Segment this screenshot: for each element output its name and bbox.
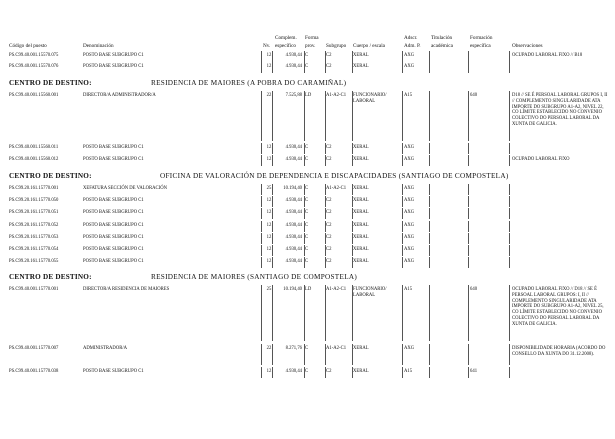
column-divider — [468, 208, 469, 219]
column-divider — [509, 62, 510, 73]
cell-cuerpo: FUNCIONARIO/ LABORAL — [353, 93, 387, 104]
column-divider — [402, 91, 403, 141]
cell-obs: D18 // SE É PERSOAL LABORAL GRUPOS I, II // COMPLEMENTO SINGULARIDADE ATA IMPORTE DO SUBGRUPO A1-A2, NIVEL 22, CO LÍMITE ESTABLECIDO NO CONVENIO COLECTIVO DO PERSOAL LABORAL DA XUNTA DE GALICIA. — [512, 93, 608, 127]
column-divider — [468, 143, 469, 154]
cell-nivel: 12 — [266, 235, 272, 240]
cell-denom: POSTO BASE SUBGRUPO C1 — [83, 64, 144, 69]
header-forma-top: Forma — [305, 35, 319, 41]
column-divider — [402, 184, 403, 195]
cell-obs: OCUPADO LABORAL FIXO — [512, 157, 570, 162]
header-training-top: Formación — [470, 35, 493, 41]
cell-code: PS.C99.40.001.15770.038 — [9, 369, 59, 374]
column-divider — [429, 257, 430, 268]
column-divider — [261, 285, 262, 341]
column-divider — [402, 196, 403, 207]
column-divider — [429, 221, 430, 232]
cell-denom: POSTO BASE SUBGRUPO C1 — [83, 259, 144, 264]
cell-code: PS.C99.20.161.15770.001 — [9, 186, 59, 191]
column-divider — [429, 208, 430, 219]
cell-nivel: 12 — [266, 259, 272, 264]
cell-comp: 4.930,44 — [285, 223, 302, 228]
cell-comp: 8.271,76 — [285, 346, 302, 351]
cell-subgrupo: A1-A2-C1 — [326, 186, 347, 191]
column-divider — [261, 367, 262, 378]
cell-subgrupo: A1-A2-C1 — [326, 346, 347, 351]
cell-comp: 7.525,88 — [285, 93, 302, 98]
column-divider — [468, 196, 469, 207]
column-divider — [261, 233, 262, 244]
column-divider — [261, 257, 262, 268]
cell-forma: C — [305, 247, 309, 252]
cell-denom: POSTO BASE SUBGRUPO C1 — [83, 223, 144, 228]
cell-adscr: AXG — [404, 64, 415, 69]
header-titulation-bottom: académica — [431, 43, 453, 49]
cell-nivel: 25 — [266, 186, 272, 191]
column-divider — [468, 233, 469, 244]
cell-denom: XEFATURA SECCIÓN DE VALORACIÓN — [83, 186, 167, 191]
column-divider — [325, 285, 326, 341]
column-divider — [402, 257, 403, 268]
column-divider — [509, 344, 510, 365]
cell-forma: C — [305, 53, 309, 58]
cell-cuerpo: XERAL — [353, 64, 369, 69]
cell-forma: C — [305, 235, 309, 240]
cell-cuerpo: XERAL — [353, 235, 369, 240]
cell-comp: 4.930,44 — [285, 198, 302, 203]
column-divider — [261, 51, 262, 62]
column-divider — [261, 143, 262, 154]
column-divider — [429, 245, 430, 256]
column-divider — [261, 245, 262, 256]
cell-nivel: 12 — [266, 210, 272, 215]
cell-code: PS.C99.40.001.15770.001 — [9, 287, 59, 292]
cell-adscr: A15 — [404, 287, 413, 292]
cell-forma: C — [305, 157, 309, 162]
cell-nivel: 22 — [266, 93, 272, 98]
cell-code: PS.C99.20.161.15770.054 — [9, 247, 59, 252]
column-divider — [261, 91, 262, 141]
column-divider — [261, 62, 262, 73]
column-divider — [402, 155, 403, 166]
cell-code: PS.C99.40.001.15560.012 — [9, 157, 59, 162]
column-divider — [468, 91, 469, 141]
column-divider — [468, 221, 469, 232]
column-divider — [402, 285, 403, 341]
section-label: CENTRO DE DESTINO: — [9, 273, 92, 281]
cell-forma: C — [305, 369, 309, 374]
cell-adscr: AXG — [404, 259, 415, 264]
section-name: OFICINA DE VALORACIÓN DE DEPENDENCIA E DISCAPACIDADES (SANTIAGO DE COMPOSTELA) — [160, 172, 509, 180]
cell-code: PS.C99.20.161.15770.053 — [9, 235, 59, 240]
cell-adscr: A15 — [404, 369, 413, 374]
cell-code: PS.C99.20.161.15770.050 — [9, 198, 59, 203]
cell-nivel: 12 — [266, 157, 272, 162]
column-divider — [402, 221, 403, 232]
column-divider — [468, 257, 469, 268]
cell-adscr: AXG — [404, 198, 415, 203]
column-divider — [272, 285, 273, 341]
cell-subgrupo: C2 — [326, 259, 332, 264]
cell-nivel: 12 — [266, 198, 272, 203]
column-divider — [261, 184, 262, 195]
header-level: Nv. — [263, 43, 271, 49]
column-divider — [429, 344, 430, 365]
cell-adscr: A15 — [404, 93, 413, 98]
column-divider — [402, 367, 403, 378]
column-divider — [509, 367, 510, 378]
cell-adscr: AXG — [404, 186, 415, 191]
cell-code: PS.C99.40.001.15570.076 — [9, 64, 59, 69]
cell-subgrupo: C2 — [326, 223, 332, 228]
column-divider — [468, 245, 469, 256]
cell-adscr: AXG — [404, 223, 415, 228]
column-divider — [402, 233, 403, 244]
column-divider — [402, 208, 403, 219]
cell-form: 640 — [470, 93, 478, 98]
cell-comp: 4.930,44 — [285, 235, 302, 240]
header-code: Código del puesto — [9, 43, 47, 49]
cell-comp: 4.930,44 — [285, 247, 302, 252]
column-divider — [402, 62, 403, 73]
column-divider — [509, 196, 510, 207]
cell-comp: 10.194,40 — [283, 186, 302, 191]
column-divider — [509, 285, 510, 341]
cell-code: PS.C99.40.001.15560.001 — [9, 93, 59, 98]
column-divider — [509, 221, 510, 232]
column-divider — [261, 155, 262, 166]
column-divider — [429, 285, 430, 341]
cell-forma: C — [305, 346, 309, 351]
header-observations: Observaciones — [512, 43, 543, 49]
cell-subgrupo: A1-A2-C1 — [326, 93, 347, 98]
cell-cuerpo: XERAL — [353, 247, 369, 252]
column-divider — [429, 91, 430, 141]
column-divider — [509, 143, 510, 154]
cell-subgrupo: C2 — [326, 198, 332, 203]
cell-subgrupo: C2 — [326, 235, 332, 240]
cell-forma: C — [305, 259, 309, 264]
column-divider — [509, 233, 510, 244]
column-divider — [468, 155, 469, 166]
column-divider — [468, 184, 469, 195]
header-subgroup: Subgrupo — [326, 43, 347, 49]
cell-adscr: AXG — [404, 247, 415, 252]
column-divider — [429, 367, 430, 378]
column-divider — [509, 184, 510, 195]
cell-code: PS.C99.20.161.15770.052 — [9, 223, 59, 228]
cell-code: PS.C99.40.001.15560.011 — [9, 145, 59, 150]
cell-comp: 4.930,44 — [285, 53, 302, 58]
header-forma-bottom: prov. — [305, 43, 316, 49]
header-training-bottom: específica — [470, 43, 491, 49]
cell-nivel: 12 — [266, 223, 272, 228]
section-name: RESIDENCIA DE MAIORES (SANTIAGO DE COMPOSTELA) — [151, 273, 358, 281]
cell-denom: POSTO BASE SUBGRUPO C1 — [83, 145, 144, 150]
cell-code: PS.C99.20.161.15770.055 — [9, 259, 59, 264]
column-divider — [468, 51, 469, 62]
cell-forma: C — [305, 145, 309, 150]
cell-forma: LD — [305, 93, 312, 98]
cell-subgrupo: C2 — [326, 210, 332, 215]
column-divider — [468, 285, 469, 341]
cell-forma: C — [305, 223, 309, 228]
cell-denom: POSTO BASE SUBGRUPO C1 — [83, 235, 144, 240]
cell-forma: C — [305, 210, 309, 215]
cell-obs: OCUPADO LABORAL FIXO // D18 // SE É PERSOAL LABORAL GRUPOS: I, II // COMPLEMENTO SINGULARIDADE ATA IMPORTE DO SUBGRUPO A1-A2, NIVEL 25, CO LÍMITE ESTABLECIDO NO CONVENIO COLECTIVO DO PERSOAL LABORAL DA XUNTA DE GALICIA. — [512, 287, 604, 327]
cell-adscr: AXG — [404, 53, 415, 58]
cell-forma: LD — [305, 287, 312, 292]
cell-subgrupo: C2 — [326, 157, 332, 162]
header-comp-bottom: específico — [275, 43, 297, 49]
header-adscr-bottom: Adm. P. — [404, 43, 421, 49]
cell-comp: 4.930,44 — [285, 157, 302, 162]
cell-nivel: 12 — [266, 64, 272, 69]
column-divider — [429, 51, 430, 62]
cell-denom: DIRECTOR/A RESIDENCIA DE MAIORES — [83, 287, 170, 292]
column-divider — [509, 208, 510, 219]
cell-subgrupo: A1-A2-C1 — [326, 287, 347, 292]
section-name: RESIDENCIA DE MAIORES (A POBRA DO CARAMIÑAL) — [151, 79, 347, 87]
cell-cuerpo: FUNCIONARIO/ LABORAL — [353, 287, 387, 298]
cell-cuerpo: XERAL — [353, 53, 369, 58]
cell-obs: OCUPADO LABORAL FIXO // B18 — [512, 53, 583, 58]
cell-adscr: AXG — [404, 235, 415, 240]
header-denomination: Denominación — [83, 43, 114, 49]
cell-comp: 4.930,44 — [285, 369, 302, 374]
cell-comp: 4.930,44 — [285, 145, 302, 150]
header-titulation-top: Titulación — [431, 35, 453, 41]
cell-adscr: AXG — [404, 346, 415, 351]
cell-code: PS.C99.40.001.15570.075 — [9, 53, 59, 58]
column-divider — [402, 344, 403, 365]
cell-forma: C — [305, 198, 309, 203]
column-divider — [402, 245, 403, 256]
cell-cuerpo: XERAL — [353, 259, 369, 264]
cell-denom: POSTO BASE SUBGRUPO C1 — [83, 198, 144, 203]
column-divider — [429, 233, 430, 244]
cell-cuerpo: XERAL — [353, 346, 369, 351]
cell-nivel: 12 — [266, 369, 272, 374]
cell-cuerpo: XERAL — [353, 198, 369, 203]
cell-adscr: AXG — [404, 145, 415, 150]
cell-adscr: AXG — [404, 210, 415, 215]
column-divider — [509, 51, 510, 62]
cell-subgrupo: C2 — [326, 53, 332, 58]
cell-subgrupo: C2 — [326, 64, 332, 69]
cell-subgrupo: C2 — [326, 145, 332, 150]
cell-nivel: 12 — [266, 53, 272, 58]
column-divider — [468, 62, 469, 73]
cell-comp: 10.194,40 — [283, 287, 302, 292]
column-divider — [261, 344, 262, 365]
column-divider — [468, 344, 469, 365]
column-divider — [402, 143, 403, 154]
column-divider — [468, 367, 469, 378]
cell-form: 641 — [470, 369, 478, 374]
cell-adscr: AXG — [404, 157, 415, 162]
column-divider — [261, 208, 262, 219]
column-divider — [402, 51, 403, 62]
cell-subgrupo: C2 — [326, 247, 332, 252]
cell-nivel: 25 — [266, 287, 272, 292]
cell-denom: POSTO BASE SUBGRUPO C1 — [83, 210, 144, 215]
cell-cuerpo: XERAL — [353, 157, 369, 162]
cell-code: PS.C99.40.001.15770.007 — [9, 346, 59, 351]
column-divider — [509, 257, 510, 268]
cell-cuerpo: XERAL — [353, 369, 369, 374]
cell-code: PS.C99.20.161.15770.051 — [9, 210, 59, 215]
column-divider — [509, 91, 510, 141]
cell-forma: C — [305, 186, 309, 191]
cell-comp: 4.930,44 — [285, 210, 302, 215]
cell-subgrupo: C2 — [326, 369, 332, 374]
column-divider — [261, 196, 262, 207]
cell-nivel: 22 — [266, 346, 272, 351]
cell-obs: DISPONIBILIDADE HORARIA (ACORDO DO CONSELLO DA XUNTA DO 31.12.2008). — [512, 346, 606, 357]
cell-denom: POSTO BASE SUBGRUPO C1 — [83, 157, 144, 162]
column-divider — [429, 184, 430, 195]
cell-cuerpo: XERAL — [353, 210, 369, 215]
column-divider — [429, 155, 430, 166]
section-label: CENTRO DE DESTINO: — [9, 79, 92, 87]
column-divider — [509, 245, 510, 256]
cell-nivel: 12 — [266, 247, 272, 252]
column-divider — [429, 143, 430, 154]
header-comp-top: Complem. — [275, 35, 297, 41]
cell-cuerpo: XERAL — [353, 145, 369, 150]
cell-forma: C — [305, 64, 309, 69]
cell-denom: POSTO BASE SUBGRUPO C1 — [83, 53, 144, 58]
cell-form: 640 — [470, 287, 478, 292]
column-divider — [429, 62, 430, 73]
cell-denom: ADMINISTRADOR/A — [83, 346, 128, 351]
cell-denom: POSTO BASE SUBGRUPO C1 — [83, 369, 144, 374]
cell-denom: POSTO BASE SUBGRUPO C1 — [83, 247, 144, 252]
cell-cuerpo: XERAL — [353, 186, 369, 191]
cell-comp: 4.930,44 — [285, 259, 302, 264]
column-divider — [509, 155, 510, 166]
column-divider — [429, 196, 430, 207]
cell-denom: DIRECTOR/A ADMINISTRADOR/A — [83, 93, 156, 98]
section-label: CENTRO DE DESTINO: — [9, 172, 92, 180]
cell-nivel: 12 — [266, 145, 272, 150]
column-divider — [304, 285, 305, 341]
cell-comp: 4.930,44 — [285, 64, 302, 69]
header-adscr-top: Adscr. — [404, 35, 418, 41]
column-divider — [261, 221, 262, 232]
cell-cuerpo: XERAL — [353, 223, 369, 228]
header-body-scale: Cuerpo / escala — [353, 43, 385, 49]
